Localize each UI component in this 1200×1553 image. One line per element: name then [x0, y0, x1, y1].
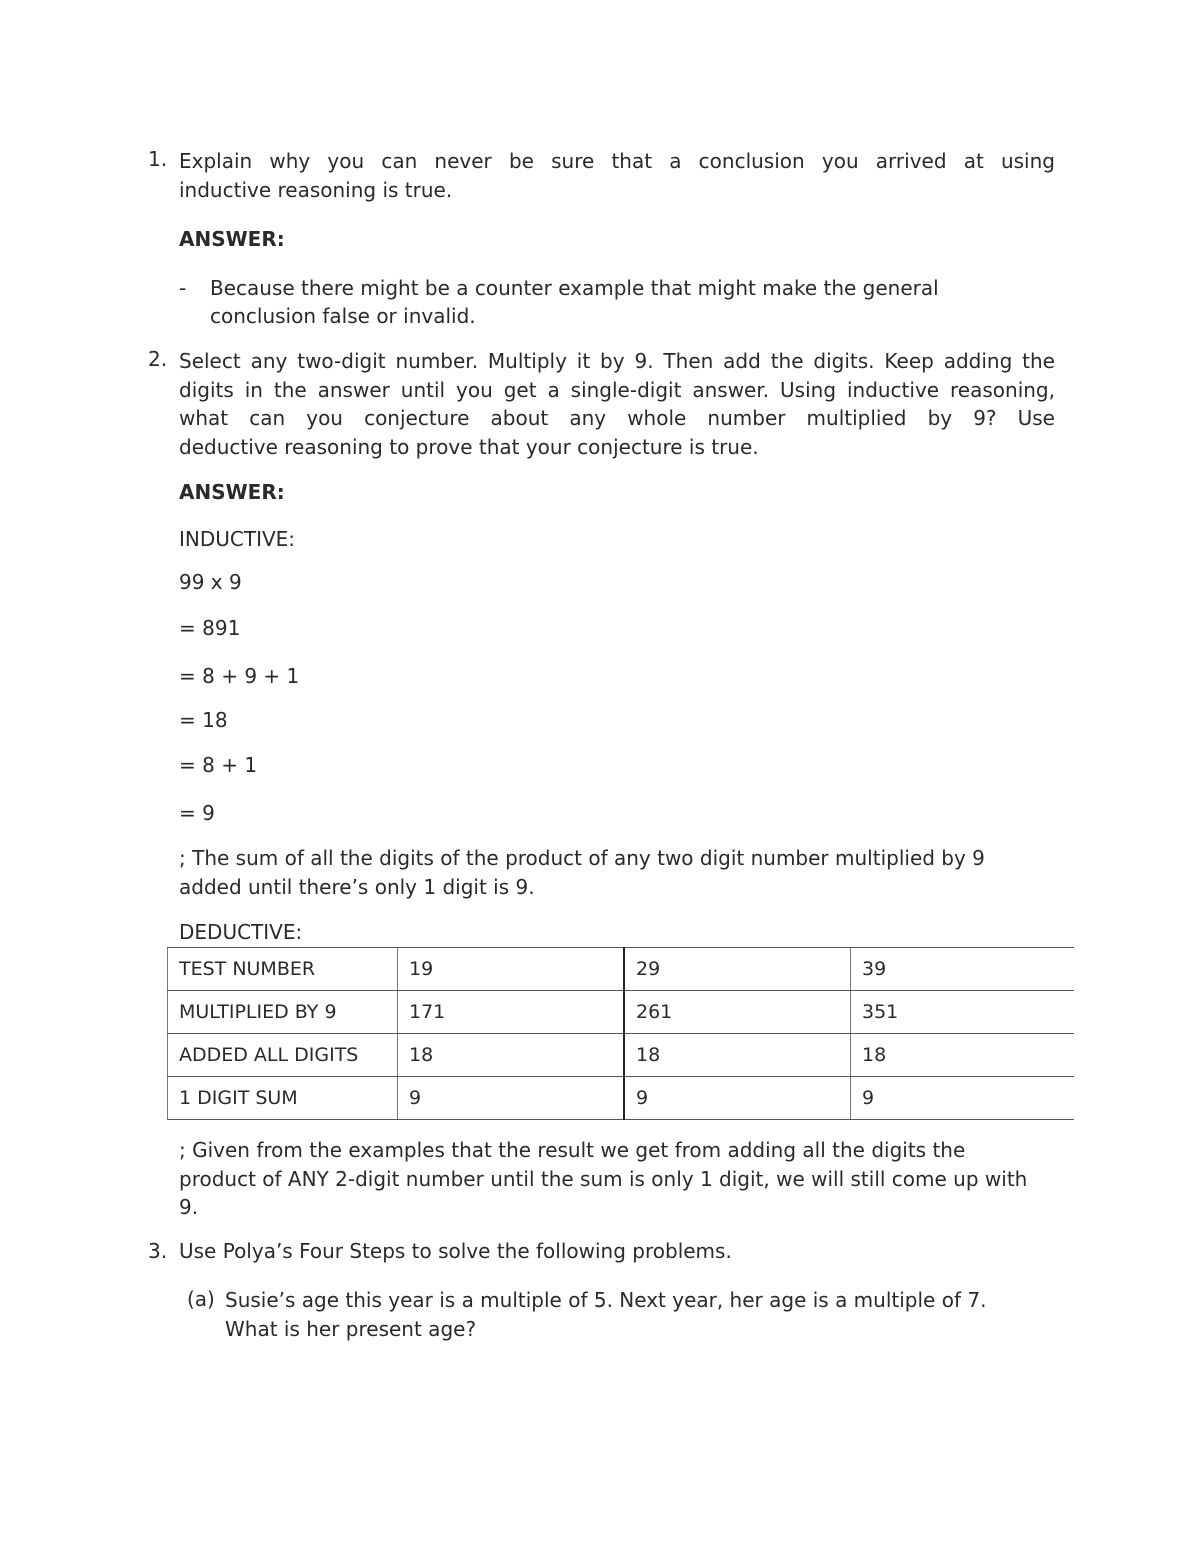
inductive-step: = 18 [179, 708, 228, 732]
q1-text-line2: inductive reasoning is true. [179, 177, 453, 202]
table-cell [398, 991, 625, 1034]
inductive-label: INDUCTIVE: [179, 527, 296, 551]
table-cell-value: 351 [862, 1001, 899, 1023]
table-cell-value: 171 [409, 1001, 446, 1023]
table-cell-value: 261 [636, 1001, 673, 1023]
table-cell [624, 948, 851, 991]
q1-number: 1. [148, 147, 168, 171]
q1-text [179, 147, 1055, 204]
deductive-conclusion: ; Given from the examples that the result we get from adding all the digits the product of ANY 2-digit number until the sum is only 1 digit, we will still come up with 9. [179, 1138, 1028, 1219]
q2-text [179, 347, 1055, 461]
q2-text-justified: Select any two-digit number. Multiply it by 9. Then add the digits. Keep adding the digits in the answer until you get a single-digit answer. Using inductive reasoning, what can you conjecture about any whole number multiplied by 9? Use [179, 349, 1055, 430]
table-row-label: TEST NUMBER [168, 948, 398, 991]
table-cell [624, 991, 851, 1034]
inductive-step: = 8 + 1 [179, 753, 258, 777]
table-cell-value: 18 [636, 1044, 661, 1066]
table-cell [851, 948, 1075, 991]
table-row-label: 1 DIGIT SUM [168, 1077, 398, 1120]
q3-sub-a-label: (a) [187, 1287, 215, 1311]
table-row [168, 1077, 1075, 1120]
inductive-step: 99 x 9 [179, 570, 242, 594]
q3-number: 3. [148, 1239, 168, 1263]
table-cell [851, 1034, 1075, 1077]
table-cell [624, 1034, 851, 1077]
q1-answer-text: Because there might be a counter example that might make the general conclusion false or invalid. [210, 276, 939, 328]
table-row [168, 991, 1075, 1034]
table-row [168, 1034, 1075, 1077]
table-cell-value: 18 [862, 1044, 887, 1066]
table-cell-value: 29 [636, 958, 661, 980]
q1-answer-label: ANSWER: [179, 227, 285, 251]
table-row-label: MULTIPLIED BY 9 [168, 991, 398, 1034]
q1-answer-bullet: - [179, 276, 187, 300]
deductive-label: DEDUCTIVE: [179, 920, 303, 944]
table-cell-value: 9 [862, 1087, 875, 1109]
table-cell [624, 1077, 851, 1120]
table-cell [398, 948, 625, 991]
inductive-step: = 9 [179, 801, 215, 825]
inductive-conclusion: ; The sum of all the digits of the product of any two digit number multiplied by 9 added until there’s only 1 digit is 9. [179, 846, 985, 899]
table-cell [851, 1077, 1075, 1120]
inductive-step: = 8 + 9 + 1 [179, 664, 300, 688]
q2-text-last: deductive reasoning to prove that your conjecture is true. [179, 434, 759, 459]
q3-sub-a-text: Susie’s age this year is a multiple of 5. Next year, her age is a multiple of 7. What is her present age? [225, 1288, 987, 1341]
table-cell-value: 9 [409, 1087, 422, 1109]
table-cell-value: 39 [862, 958, 887, 980]
table-row-label: ADDED ALL DIGITS [168, 1034, 398, 1077]
q2-number: 2. [148, 347, 168, 371]
table-cell [398, 1077, 625, 1120]
table-cell-value: 9 [636, 1087, 649, 1109]
q2-answer-label: ANSWER: [179, 480, 285, 504]
table-cell [851, 991, 1075, 1034]
inductive-step: = 891 [179, 616, 241, 640]
table-cell-value: 18 [409, 1044, 434, 1066]
deductive-table [167, 947, 1074, 1120]
table-cell-value: 19 [409, 958, 434, 980]
q3-text: Use Polya’s Four Steps to solve the following problems. [179, 1239, 732, 1263]
q1-text-line1: Explain why you can never be sure that a conclusion you arrived at using [179, 149, 1055, 173]
table-row [168, 948, 1075, 991]
table-cell [398, 1034, 625, 1077]
